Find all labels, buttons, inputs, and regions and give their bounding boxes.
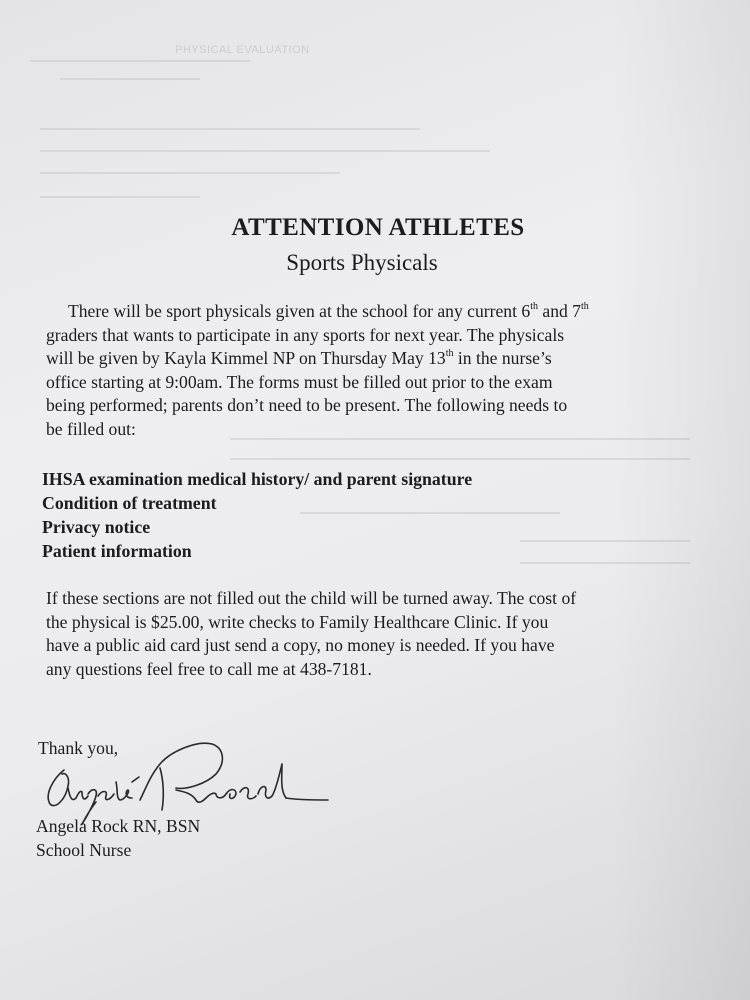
closing-text: If these sections are not filled out the child will be turned away. The cost of bbox=[46, 588, 577, 608]
closing-text: the physical is $25.00, write checks to Family Healthcare Clinic. If you bbox=[46, 611, 549, 632]
page-title: ATTENTION ATHLETES bbox=[231, 214, 525, 241]
handwritten-signature bbox=[36, 728, 336, 828]
list-item: IHSA examination medical history/ and parent signature bbox=[42, 469, 473, 489]
list-item: Patient information bbox=[42, 541, 192, 561]
intro-paragraph bbox=[46, 300, 716, 442]
page-subtitle: Sports Physicals bbox=[286, 250, 438, 275]
closing-text: any questions feel free to call me at 438-7181. bbox=[46, 658, 372, 679]
closing-paragraph bbox=[46, 587, 716, 681]
intro-text: office starting at 9:00am. The forms must be filled out prior to the exam bbox=[46, 371, 553, 392]
intro-text: There will be sport physicals given at the school for any current 6 bbox=[68, 301, 531, 321]
required-forms-list bbox=[42, 467, 472, 563]
intro-text: in the nurse’s bbox=[453, 348, 552, 369]
signoff: Thank you, bbox=[38, 738, 119, 758]
ordinal-suffix: th bbox=[530, 301, 538, 312]
intro-text: graders that wants to participate in any sports for next year. The physicals bbox=[46, 324, 565, 345]
intro-text: and 7 bbox=[537, 301, 581, 321]
closing-text: have a public aid card just send a copy, no money is needed. If you have bbox=[46, 635, 555, 656]
list-item: Privacy notice bbox=[42, 517, 151, 537]
bleed-through-heading: PHYSICAL EVALUATION bbox=[175, 44, 310, 56]
list-item: Condition of treatment bbox=[42, 493, 217, 513]
intro-text: being performed; parents don’t need to be present. The following needs to bbox=[46, 395, 568, 416]
signer-role: School Nurse bbox=[36, 840, 132, 860]
signer-name: Angela Rock RN, BSN bbox=[36, 816, 201, 836]
intro-text: will be given by Kayla Kimmel NP on Thursday May 13 bbox=[46, 348, 446, 369]
intro-text: be filled out: bbox=[46, 418, 136, 439]
ordinal-suffix: th bbox=[445, 348, 454, 360]
ordinal-suffix: th bbox=[580, 301, 589, 312]
